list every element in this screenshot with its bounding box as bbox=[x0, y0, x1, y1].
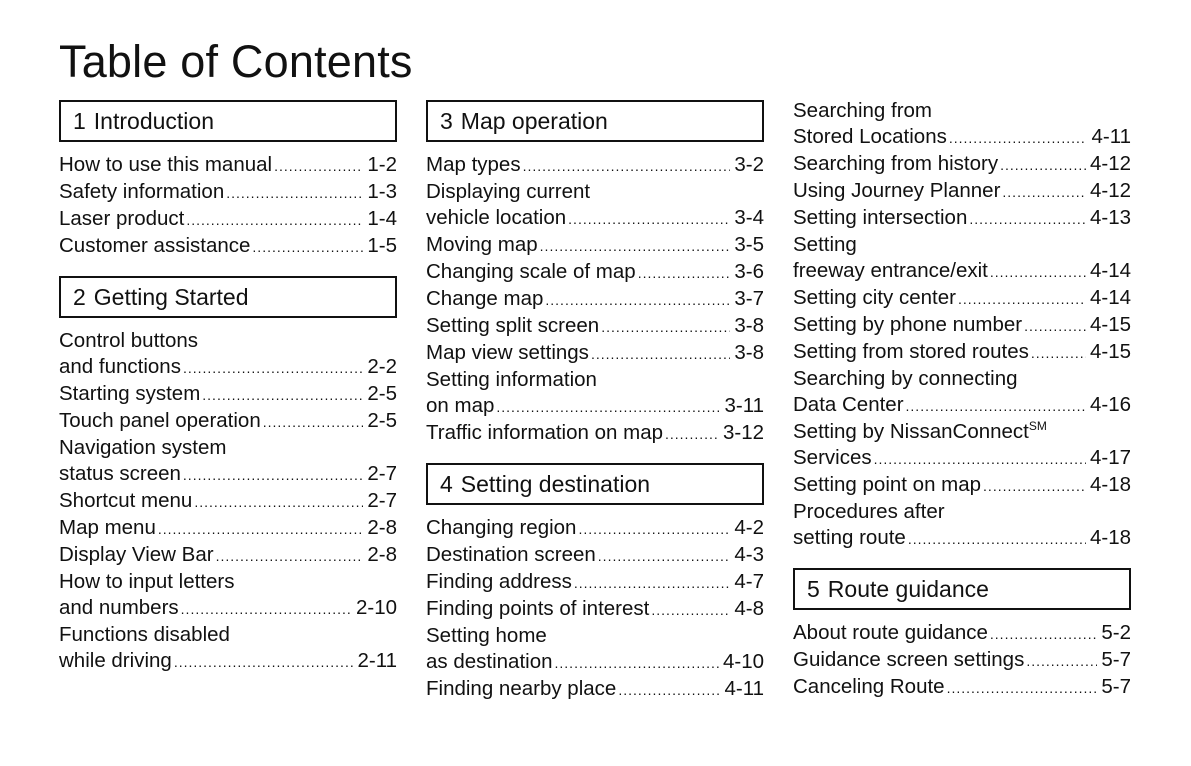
toc-entry-row bbox=[793, 445, 1131, 472]
toc-column-3 bbox=[793, 98, 1131, 701]
toc-entry-line1: Setting bbox=[793, 233, 857, 256]
toc-page-number: 1-2 bbox=[367, 153, 397, 176]
toc-entry[interactable] bbox=[793, 339, 1131, 366]
dot-leader bbox=[523, 152, 731, 179]
toc-entry-row bbox=[426, 152, 764, 179]
toc-entry-title: Map view settings bbox=[426, 341, 589, 364]
toc-page-number: 4-15 bbox=[1089, 340, 1131, 363]
toc-page-number: 4-13 bbox=[1089, 206, 1131, 229]
toc-page-number: 4-17 bbox=[1089, 446, 1131, 469]
toc-entry-row bbox=[426, 596, 764, 623]
toc-entry-row bbox=[59, 206, 397, 233]
toc-entry-title: Moving map bbox=[426, 233, 538, 256]
section-spacer bbox=[793, 552, 1131, 568]
dot-leader bbox=[958, 285, 1086, 312]
toc-entry-title: Finding nearby place bbox=[426, 677, 617, 700]
toc-entry-line1: How to input letters bbox=[59, 570, 235, 593]
toc-column-2 bbox=[426, 100, 764, 703]
toc-column-1 bbox=[59, 100, 397, 675]
toc-entry-title: and numbers bbox=[59, 596, 179, 619]
toc-page-number: 4-18 bbox=[1089, 526, 1131, 549]
toc-page-number: 4-14 bbox=[1089, 286, 1131, 309]
toc-entry[interactable] bbox=[59, 622, 397, 675]
toc-entry[interactable] bbox=[59, 515, 397, 542]
toc-page-number: 4-18 bbox=[1089, 473, 1131, 496]
toc-entry-row bbox=[59, 152, 397, 179]
dot-leader bbox=[947, 674, 1098, 701]
toc-entry-line1: Searching by connecting bbox=[793, 367, 1018, 390]
dot-leader bbox=[618, 676, 720, 703]
dot-leader bbox=[1026, 647, 1097, 674]
toc-entry-title: Finding address bbox=[426, 570, 572, 593]
section-number: 4 bbox=[440, 470, 453, 497]
toc-entry-row bbox=[426, 340, 764, 367]
section-label: Introduction bbox=[93, 107, 214, 134]
toc-entry-row bbox=[793, 178, 1131, 205]
dot-leader bbox=[601, 313, 730, 340]
toc-entry-title: and functions bbox=[59, 355, 181, 378]
toc-entry-title: Data Center bbox=[793, 393, 904, 416]
toc-page-number: 3-2 bbox=[734, 153, 764, 176]
toc-page-number: 3-8 bbox=[734, 341, 764, 364]
toc-entry-row bbox=[426, 232, 764, 259]
dot-leader bbox=[194, 488, 363, 515]
toc-entry[interactable] bbox=[59, 569, 397, 622]
toc-entry-title: Stored Locations bbox=[793, 125, 947, 148]
toc-page-number: 4-8 bbox=[734, 597, 764, 620]
toc-entry[interactable] bbox=[793, 472, 1131, 499]
dot-leader bbox=[263, 408, 364, 435]
toc-entry[interactable] bbox=[426, 179, 764, 232]
toc-page-number: 2-7 bbox=[367, 462, 397, 485]
toc-entry-row bbox=[426, 649, 764, 676]
dot-leader bbox=[183, 354, 363, 381]
dot-leader bbox=[202, 381, 363, 408]
toc-page-number: 4-12 bbox=[1089, 152, 1131, 175]
toc-entry[interactable] bbox=[426, 367, 764, 420]
dot-leader bbox=[990, 620, 1097, 647]
toc-page-number: 3-8 bbox=[734, 314, 764, 337]
toc-entry[interactable] bbox=[59, 233, 397, 260]
toc-entry[interactable] bbox=[793, 312, 1131, 339]
toc-entry-row bbox=[793, 339, 1131, 366]
toc-entry-title: Starting system bbox=[59, 382, 201, 405]
toc-entry[interactable] bbox=[793, 366, 1131, 419]
dot-leader bbox=[496, 393, 720, 420]
dot-leader bbox=[181, 595, 352, 622]
toc-entry-row bbox=[793, 258, 1131, 285]
toc-entry-line1: Navigation system bbox=[59, 436, 227, 459]
toc-entry-title: Touch panel operation bbox=[59, 409, 261, 432]
toc-page-number: 2-5 bbox=[367, 382, 397, 405]
dot-leader bbox=[949, 124, 1088, 151]
toc-entry[interactable] bbox=[426, 420, 764, 447]
toc-entry[interactable] bbox=[426, 569, 764, 596]
toc-page-number: 4-10 bbox=[722, 650, 764, 673]
toc-entry-title: on map bbox=[426, 394, 495, 417]
toc-entry-title: Map types bbox=[426, 153, 521, 176]
toc-entry-row bbox=[426, 393, 764, 420]
toc-entry-title: Destination screen bbox=[426, 543, 596, 566]
toc-entry-title: Changing region bbox=[426, 516, 577, 539]
toc-entry-title: Setting by phone number bbox=[793, 313, 1023, 336]
toc-entry-title: Safety information bbox=[59, 180, 225, 203]
toc-entry[interactable] bbox=[793, 285, 1131, 312]
toc-page-number: 4-2 bbox=[734, 516, 764, 539]
toc-entry-row bbox=[793, 525, 1131, 552]
toc-page-number: 1-5 bbox=[367, 234, 397, 257]
toc-page-number: 3-6 bbox=[734, 260, 764, 283]
toc-entry-row bbox=[59, 233, 397, 260]
toc-page-number: 4-12 bbox=[1089, 179, 1131, 202]
toc-entry-title: Customer assistance bbox=[59, 234, 251, 257]
dot-leader bbox=[908, 525, 1086, 552]
service-mark: SM bbox=[1028, 419, 1047, 434]
toc-entry-row bbox=[426, 420, 764, 447]
toc-entry-title: status screen bbox=[59, 462, 181, 485]
dot-leader bbox=[216, 542, 364, 569]
toc-entry[interactable] bbox=[426, 286, 764, 313]
toc-entry-title: Changing scale of map bbox=[426, 260, 636, 283]
dot-leader bbox=[1000, 151, 1086, 178]
section-number: 5 bbox=[807, 575, 820, 602]
toc-entry[interactable] bbox=[793, 232, 1131, 285]
dot-leader bbox=[665, 420, 719, 447]
toc-page-number: 4-7 bbox=[734, 570, 764, 593]
section-number: 2 bbox=[73, 283, 86, 310]
toc-entry-title: Services bbox=[793, 446, 872, 469]
dot-leader bbox=[174, 648, 354, 675]
toc-entry-row bbox=[793, 312, 1131, 339]
toc-entry[interactable] bbox=[793, 499, 1131, 552]
toc-page-number: 4-3 bbox=[734, 543, 764, 566]
toc-entry[interactable] bbox=[426, 259, 764, 286]
toc-entry-title: vehicle location bbox=[426, 206, 567, 229]
section-label: Map operation bbox=[460, 107, 608, 134]
dot-leader bbox=[574, 569, 730, 596]
toc-page-number: 2-2 bbox=[367, 355, 397, 378]
toc-entry[interactable] bbox=[426, 515, 764, 542]
dot-leader bbox=[969, 205, 1086, 232]
toc-entry-row bbox=[793, 472, 1131, 499]
toc-entry-title: Traffic information on map bbox=[426, 421, 663, 444]
toc-entry-title: setting route bbox=[793, 526, 906, 549]
toc-entry-title: while driving bbox=[59, 649, 172, 672]
toc-entry-row bbox=[793, 392, 1131, 419]
toc-entry-title: Laser product bbox=[59, 207, 185, 230]
toc-entry[interactable] bbox=[793, 151, 1131, 178]
toc-entry-row bbox=[59, 648, 397, 675]
toc-entry-line1: Control buttons bbox=[59, 329, 199, 352]
section-heading[interactable] bbox=[59, 100, 397, 142]
toc-page-number: 3-12 bbox=[722, 421, 764, 444]
toc-page-number: 4-16 bbox=[1089, 393, 1131, 416]
toc-entry[interactable] bbox=[59, 206, 397, 233]
toc-entry[interactable] bbox=[426, 152, 764, 179]
toc-entry[interactable] bbox=[426, 340, 764, 367]
toc-entry-line1: Searching from bbox=[793, 99, 933, 122]
dot-leader bbox=[545, 286, 730, 313]
toc-entry-line1: Procedures after bbox=[793, 500, 945, 523]
section-heading[interactable] bbox=[426, 463, 764, 505]
toc-page-number: 2-5 bbox=[367, 409, 397, 432]
toc-entry[interactable] bbox=[793, 205, 1131, 232]
toc-page-number: 3-4 bbox=[734, 206, 764, 229]
toc-entry-title: freeway entrance/exit bbox=[793, 259, 988, 282]
toc-entry-title: as destination bbox=[426, 650, 553, 673]
toc-page-number: 3-5 bbox=[734, 233, 764, 256]
dot-leader bbox=[274, 152, 363, 179]
toc-entry-title: Change map bbox=[426, 287, 544, 310]
toc-page-number: 2-10 bbox=[355, 596, 397, 619]
toc-entry[interactable] bbox=[793, 178, 1131, 205]
dot-leader bbox=[186, 206, 363, 233]
toc-entry-title: Searching from history bbox=[793, 152, 999, 175]
toc-entry[interactable] bbox=[59, 435, 397, 488]
toc-entry-title: Finding points of interest bbox=[426, 597, 650, 620]
toc-page-number: 4-11 bbox=[724, 677, 764, 700]
toc-entry[interactable] bbox=[426, 313, 764, 340]
toc-entry[interactable] bbox=[793, 674, 1131, 701]
toc-page-number: 3-7 bbox=[734, 287, 764, 310]
toc-page-number: 2-11 bbox=[357, 649, 397, 672]
toc-entry-row bbox=[59, 408, 397, 435]
toc-entry-row bbox=[793, 205, 1131, 232]
toc-page-number: 1-3 bbox=[367, 180, 397, 203]
toc-entry-row bbox=[426, 259, 764, 286]
section-number: 1 bbox=[73, 107, 86, 134]
toc-entry-row bbox=[426, 676, 764, 703]
toc-entry-row bbox=[793, 620, 1131, 647]
dot-leader bbox=[598, 542, 731, 569]
toc-entry-title: Setting from stored routes bbox=[793, 340, 1029, 363]
toc-entry-title: Setting split screen bbox=[426, 314, 600, 337]
dot-leader bbox=[638, 259, 731, 286]
toc-entry-row bbox=[793, 674, 1131, 701]
toc-entry-title: About route guidance bbox=[793, 621, 988, 644]
toc-page-number: 5-2 bbox=[1101, 621, 1131, 644]
dot-leader bbox=[990, 258, 1086, 285]
toc-page-number: 4-15 bbox=[1089, 313, 1131, 336]
section-heading[interactable] bbox=[59, 276, 397, 318]
toc-entry[interactable] bbox=[426, 676, 764, 703]
dot-leader bbox=[591, 340, 730, 367]
toc-entry[interactable] bbox=[59, 488, 397, 515]
section-label: Setting destination bbox=[460, 470, 651, 497]
dot-leader bbox=[568, 205, 730, 232]
dot-leader bbox=[1002, 178, 1086, 205]
toc-entry-line1: Setting by NissanConnect℠ bbox=[793, 419, 1047, 443]
toc-entry-title: Map menu bbox=[59, 516, 156, 539]
toc-entry[interactable] bbox=[59, 542, 397, 569]
toc-entry-row bbox=[59, 381, 397, 408]
toc-entry-row bbox=[426, 205, 764, 232]
toc-entry-title: Shortcut menu bbox=[59, 489, 193, 512]
toc-entry[interactable] bbox=[793, 98, 1131, 151]
toc-entry-line1: Setting information bbox=[426, 368, 597, 391]
toc-entry-row bbox=[426, 569, 764, 596]
dot-leader bbox=[183, 461, 363, 488]
toc-entry[interactable] bbox=[59, 328, 397, 381]
dot-leader bbox=[226, 179, 363, 206]
toc-page-number: 2-8 bbox=[367, 543, 397, 566]
page-title: Table of Contents bbox=[59, 36, 413, 87]
dot-leader bbox=[906, 392, 1086, 419]
toc-entry-title: Guidance screen settings bbox=[793, 648, 1025, 671]
toc-entry[interactable] bbox=[59, 179, 397, 206]
toc-entry-row bbox=[793, 151, 1131, 178]
toc-entry[interactable] bbox=[426, 596, 764, 623]
section-number: 3 bbox=[440, 107, 453, 134]
dot-leader bbox=[651, 596, 730, 623]
dot-leader bbox=[540, 232, 731, 259]
toc-entry-title: Setting point on map bbox=[793, 473, 982, 496]
toc-entry-title: Setting intersection bbox=[793, 206, 968, 229]
toc-entry[interactable] bbox=[59, 381, 397, 408]
dot-leader bbox=[578, 515, 730, 542]
toc-entry[interactable] bbox=[59, 408, 397, 435]
section-spacer bbox=[59, 260, 397, 276]
dot-leader bbox=[252, 233, 363, 260]
toc-page-number: 3-11 bbox=[724, 394, 764, 417]
toc-page-number: 5-7 bbox=[1101, 648, 1131, 671]
toc-entry[interactable] bbox=[59, 152, 397, 179]
toc-entry-title: Setting city center bbox=[793, 286, 956, 309]
toc-entry[interactable] bbox=[793, 647, 1131, 674]
toc-entry-row bbox=[59, 542, 397, 569]
toc-entry-row bbox=[793, 124, 1131, 151]
toc-entry-title: How to use this manual bbox=[59, 153, 273, 176]
toc-entry-title: Display View Bar bbox=[59, 543, 214, 566]
section-heading[interactable] bbox=[426, 100, 764, 142]
toc-entry-title: Canceling Route bbox=[793, 675, 945, 698]
dot-leader bbox=[1031, 339, 1086, 366]
section-spacer bbox=[426, 447, 764, 463]
toc-page-number: 2-8 bbox=[367, 516, 397, 539]
toc-entry-line1: Displaying current bbox=[426, 180, 591, 203]
toc-page-number: 4-11 bbox=[1091, 125, 1131, 148]
toc-entry[interactable] bbox=[426, 623, 764, 676]
toc-entry-title: Using Journey Planner bbox=[793, 179, 1001, 202]
toc-page-number: 5-7 bbox=[1101, 675, 1131, 698]
dot-leader bbox=[158, 515, 364, 542]
toc-page-number: 1-4 bbox=[367, 207, 397, 230]
toc-entry-row bbox=[426, 313, 764, 340]
toc-entry[interactable] bbox=[793, 419, 1131, 472]
toc-entry-row bbox=[59, 354, 397, 381]
toc-entry[interactable] bbox=[426, 542, 764, 569]
toc-entry-row bbox=[59, 179, 397, 206]
toc-entry[interactable] bbox=[793, 620, 1131, 647]
toc-entry[interactable] bbox=[426, 232, 764, 259]
toc-entry-row bbox=[59, 461, 397, 488]
toc-entry-row bbox=[793, 647, 1131, 674]
dot-leader bbox=[555, 649, 719, 676]
section-label: Route guidance bbox=[827, 575, 989, 602]
dot-leader bbox=[983, 472, 1086, 499]
toc-page-number: 2-7 bbox=[367, 489, 397, 512]
section-label: Getting Started bbox=[93, 283, 249, 310]
toc-entry-row bbox=[59, 488, 397, 515]
toc-entry-row bbox=[793, 285, 1131, 312]
toc-page-number: 4-14 bbox=[1089, 259, 1131, 282]
toc-entry-line1: Functions disabled bbox=[59, 623, 230, 646]
section-heading[interactable] bbox=[793, 568, 1131, 610]
dot-leader bbox=[874, 445, 1086, 472]
toc-entry-line1: Setting home bbox=[426, 624, 547, 647]
toc-entry-row bbox=[426, 542, 764, 569]
toc-entry-row bbox=[426, 515, 764, 542]
dot-leader bbox=[1024, 312, 1086, 339]
toc-entry-row bbox=[426, 286, 764, 313]
toc-entry-row bbox=[59, 595, 397, 622]
toc-entry-row bbox=[59, 515, 397, 542]
